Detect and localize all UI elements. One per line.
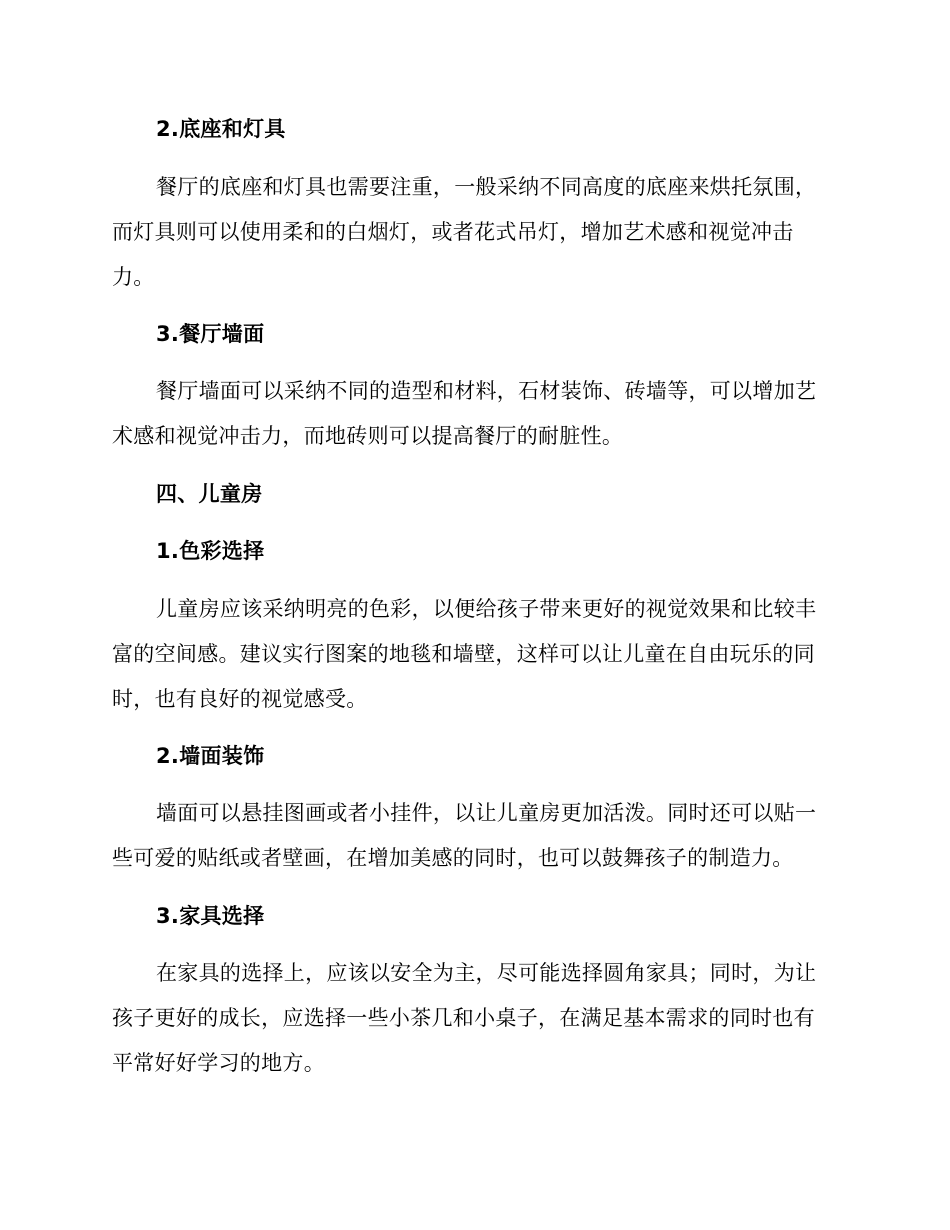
paragraph-line: 力。 bbox=[112, 265, 155, 289]
paragraph-line: 时，也有良好的视觉感受。 bbox=[112, 687, 368, 711]
section-heading: 2.底座和灯具 bbox=[156, 117, 286, 141]
paragraph-line: 餐厅墙面可以采纳不同的造型和材料，石材装饰、砖墙等，可以增加艺 bbox=[156, 379, 817, 403]
section-heading: 3.餐厅墙面 bbox=[156, 322, 265, 346]
paragraph-line: 孩子更好的成长，应选择一些小茶几和小桌子，在满足基本需求的同时也有 bbox=[112, 1006, 815, 1030]
paragraph-line: 术感和视觉冲击力，而地砖则可以提高餐厅的耐脏性。 bbox=[112, 424, 624, 448]
chapter-heading: 四、儿童房 bbox=[156, 482, 263, 506]
paragraph-line: 在家具的选择上，应该以安全为主，尽可能选择圆角家具；同时，为让 bbox=[156, 961, 817, 985]
section-heading: 3.家具选择 bbox=[156, 904, 265, 928]
paragraph-line: 餐厅的底座和灯具也需要注重，一般采纳不同高度的底座来烘托氛围， bbox=[156, 175, 817, 199]
paragraph-line: 些可爱的贴纸或者壁画，在增加美感的同时，也可以鼓舞孩子的制造力。 bbox=[112, 846, 794, 870]
paragraph-line: 儿童房应该采纳明亮的色彩，以便给孩子带来更好的视觉效果和比较丰 bbox=[156, 597, 817, 621]
paragraph-line: 平常好好学习的地方。 bbox=[112, 1051, 325, 1075]
section-heading: 2.墙面装饰 bbox=[156, 744, 265, 768]
section-heading: 1.色彩选择 bbox=[156, 539, 265, 563]
paragraph-line: 富的空间感。建议实行图案的地毯和墙壁，这样可以让儿童在自由玩乐的同 bbox=[112, 642, 815, 666]
paragraph-line: 而灯具则可以使用柔和的白烟灯，或者花式吊灯，增加艺术感和视觉冲击 bbox=[112, 220, 794, 244]
paragraph-line: 墙面可以悬挂图画或者小挂件，以让儿童房更加活泼。同时还可以贴一 bbox=[156, 801, 817, 825]
